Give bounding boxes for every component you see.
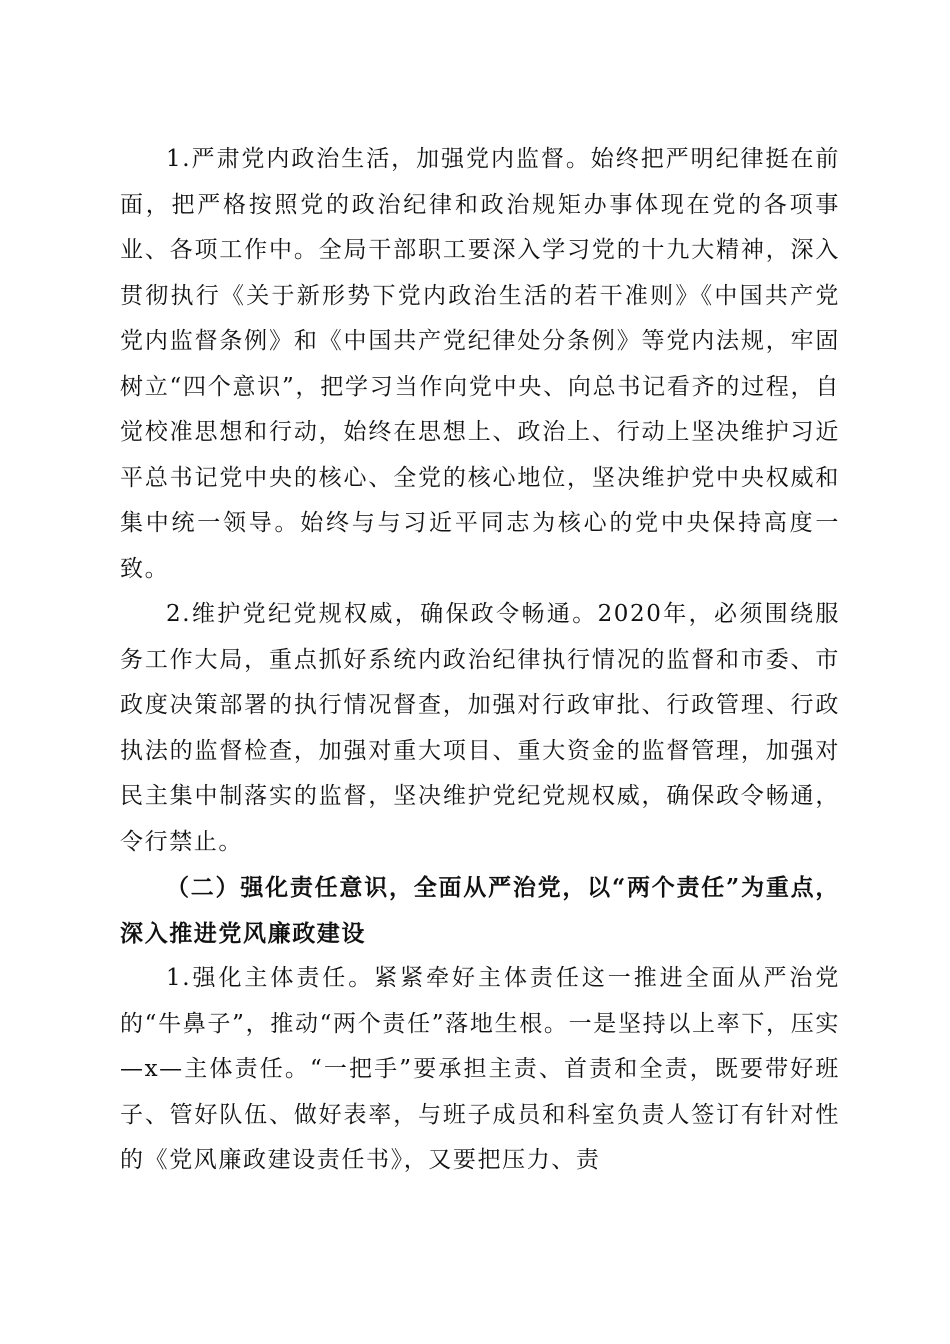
document-body [120,137,840,1184]
section-heading-responsibility: （二）强化责任意识，全面从严治党，以“两个责任”为重点，深入推进党风廉政建设 [120,874,840,947]
paragraph-political-life: 1.严肃党内政治生活，加强党内监督。始终把严明纪律挺在前面，把严格按照党的政治纪律和政治规矩办事体现在党的各项事业、各项工作中。全局干部职工要深入学习党的十九大精神，深入贯彻执行《关于新形势下党内政治生活的若干准则》《中国共产党党内监督条例》和《中国共产党纪律处分条例》等党内法规，牢固树立“四个意识”，把学习当作向党中央、向总书记看齐的过程，自觉校准思想和行动，始终在思想上、政治上、行动上坚决维护习近平总书记党中央的核心、全党的核心地位，坚决维护党中央权威和集中统一领导。始终与与习近平同志为核心的党中央保持高度一致。 [120,146,840,582]
paragraph-main-responsibility: 1.强化主体责任。紧紧牵好主体责任这一推进全面从严治党的“牛鼻子”，推动“两个责任”落地生根。一是坚持以上率下，压实—x—主体责任。“一把手”要承担主责、首责和全责，既要带好班子、管好队伍、做好表率，与班子成员和科室负责人签订有针对性的《党风廉政建设责任书》，又要把压力、责 [120,965,840,1173]
paragraph-party-discipline: 2.维护党纪党规权威，确保政令畅通。2020年，必须围绕服务工作大局，重点抓好系统内政治纪律执行情况的监督和市委、市政度决策部署的执行情况督查，加强对行政审批、行政管理、行政执法的监督检查，加强对重大项目、重大资金的监督管理，加强对民主集中制落实的监督，坚决维护党纪党规权威，确保政令畅通，令行禁止。 [120,601,840,855]
